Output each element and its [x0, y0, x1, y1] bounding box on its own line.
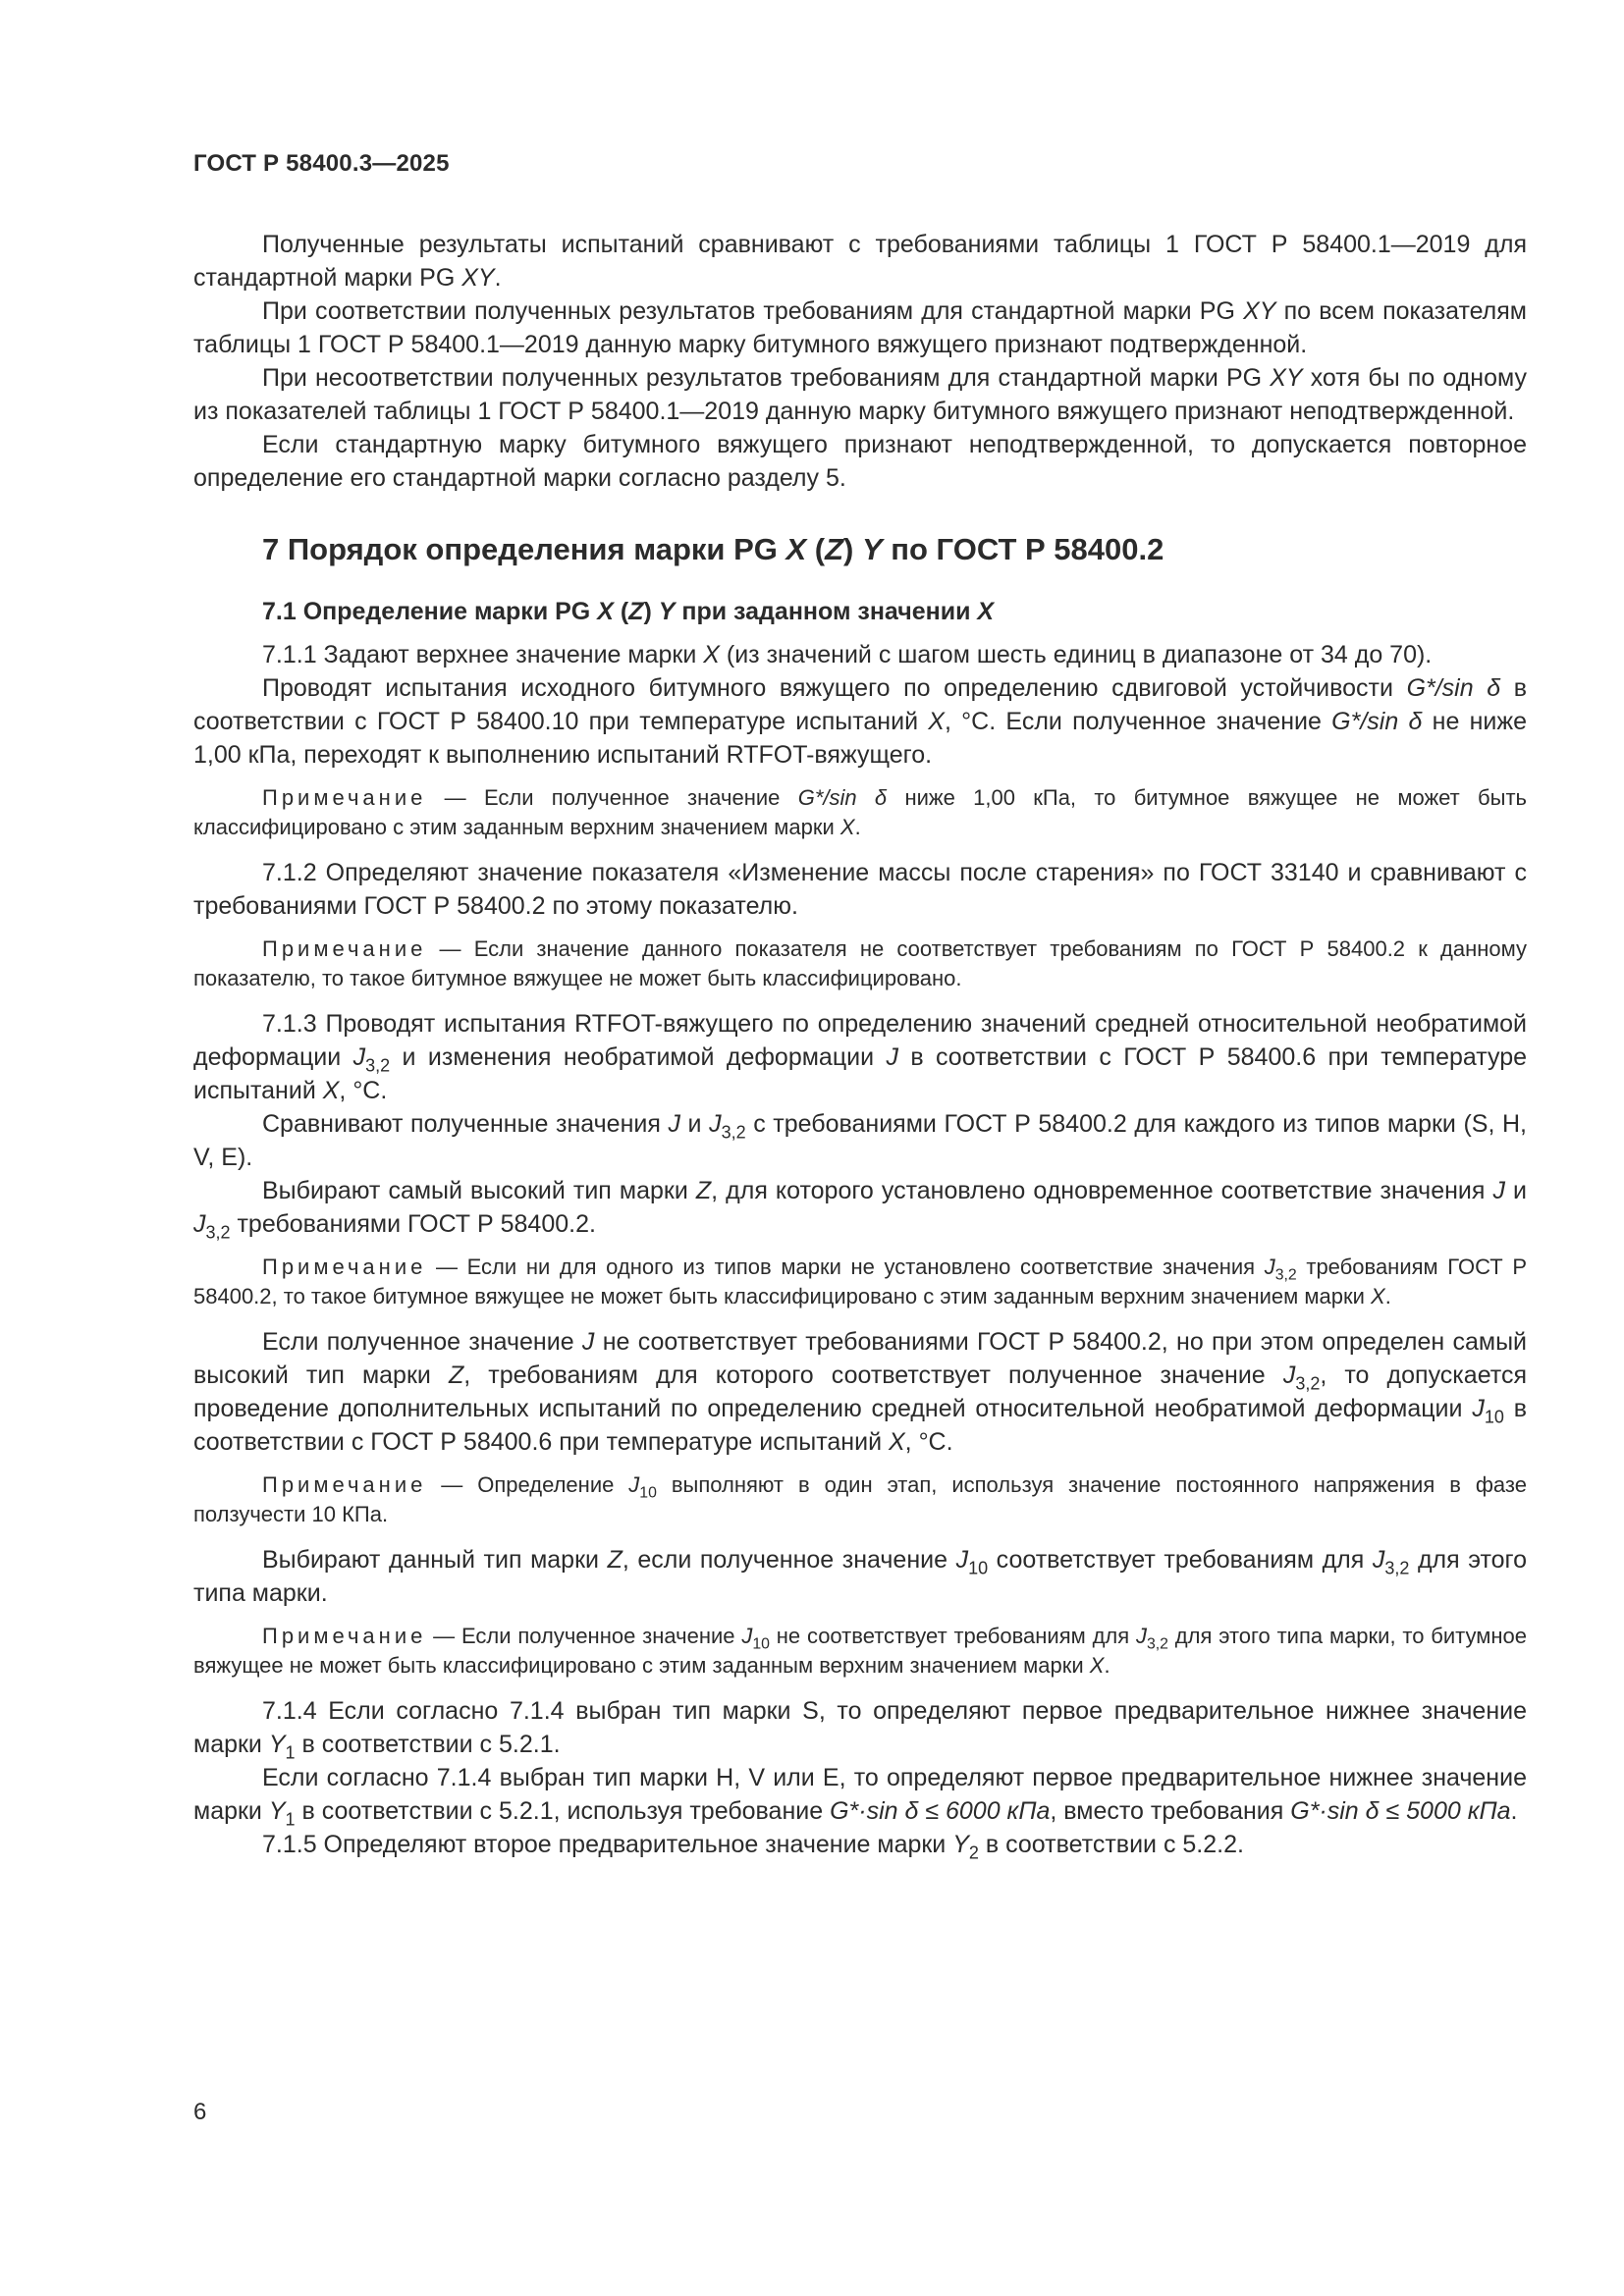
note: Примечание — Если ни для одного из типов марки не установлено соответствие значения $J_{3,2}$ требованиям ГОСТ Р 58400.2, то такое битумное вяжущее не может быть классифицировано с этим заданным верхним значением марки X.: [193, 1255, 1528, 1308]
paragraph: Если согласно 7.1.4 выбран тип марки H, V или E, то определяют первое предварительное нижнее значение марки $Y_1$ в соответствии с 5.2.1, используя требование G*·sin δ ≤ 6000 кПа, вместо требования G*·sin δ ≤ 5000 кПа.: [193, 1764, 1527, 1830]
paragraph: Выбирают самый высокий тип марки Z, для которого установлено одновременное соответствие значения J и $J_{3,2}$ требованиями ГОСТ Р 58400.2.: [193, 1177, 1528, 1243]
clause-7-1-4: 7.1.4 Если согласно 7.1.4 выбран тип марки S, то определяют первое предварительное нижнее значение марки $Y_1$ в соответствии с 5.2.1.: [193, 1697, 1527, 1763]
paragraph: Полученные результаты испытаний сравнивают с требованиями таблицы 1 ГОСТ Р 58400.1—2019 для стандартной марки PG XY.: [193, 231, 1527, 292]
document-header: ГОСТ Р 58400.3—2025: [193, 150, 450, 177]
clause-7-1-1: 7.1.1 Задают верхнее значение марки X (из значений с шагом шесть единиц в диапазоне от 34 до 70).: [262, 641, 1433, 668]
page-content: [193, 228, 1527, 1861]
note: Примечание — Если полученное значение $J_{10}$ не соответствует требованиям для $J_{3,2}$ для этого типа марки, то битумное вяжущее не может быть классифицировано с этим заданным верхним значением марки X.: [193, 1624, 1527, 1678]
paragraph: Выбирают данный тип марки Z, если полученное значение $J_{10}$ соответствует требованиям для $J_{3,2}$ для этого типа марки.: [193, 1546, 1527, 1607]
paragraph: При соответствии полученных результатов требованиям для стандартной марки PG XY по всем показателям таблицы 1 ГОСТ Р 58400.1—2019 данную марку битумного вяжущего признают подтвержденной.: [193, 297, 1527, 358]
clause-7-1-3: 7.1.3 Проводят испытания RTFOT-вяжущего по определению значений средней относительной необратимой деформации $J_{3,2}$ и изменения необратимой деформации J в соответствии с ГОСТ Р 58400.6 при температуре испытаний X, °С.: [193, 1010, 1528, 1104]
page-number: 6: [193, 2099, 207, 2125]
clause-7-1-2: 7.1.2 Определяют значение показателя «Изменение массы после старения» по ГОСТ 33140 и сравнивают с требованиями ГОСТ Р 58400.2 по этому показателю.: [193, 859, 1527, 920]
paragraph: Сравнивают полученные значения J и $J_{3,2}$ с требованиями ГОСТ Р 58400.2 для каждого из типов марки (S, H, V, E).: [193, 1110, 1528, 1171]
paragraph: При несоответствии полученных результатов требованиям для стандартной марки PG XY хотя бы по одному из показателей таблицы 1 ГОСТ Р 58400.1—2019 данную марку битумного вяжущего признают неподтвержденной.: [193, 364, 1527, 425]
note: Примечание — Определение $J_{10}$ выполняют в один этап, используя значение постоянного напряжения в фазе ползучести 10 КПа.: [193, 1472, 1527, 1526]
note: Примечание — Если значение данного показателя не соответствует требованиям по ГОСТ Р 58400.2 к данному показателю, то такое битумное вяжущее не может быть классифицировано.: [193, 936, 1527, 990]
section-heading: 7 Порядок определения марки PG X (Z) Y по ГОСТ Р 58400.2: [262, 532, 1164, 566]
paragraph: Если полученное значение J не соответствует требованиями ГОСТ Р 58400.2, но при этом определен самый высокий тип марки Z, требованиям для которого соответствует полученное значение $J_{3,2}$, то допускается проведение дополнительных испытаний по определению средней относительной необратимой деформации $J_{10}$ в соответствии с ГОСТ Р 58400.6 при температуре испытаний X, °С.: [193, 1328, 1528, 1456]
paragraph: Проводят испытания исходного битумного вяжущего по определению сдвиговой устойчивости G*/sin δ в соответствии с ГОСТ Р 58400.10 при температуре испытаний X, °С. Если полученное значение G*/sin δ не ниже 1,00 кПа, переходят к выполнению испытаний RTFOT-вяжущего.: [193, 674, 1527, 769]
subsection-heading: 7.1 Определение марки PG X (Z) Y при заданном значении X: [262, 598, 995, 625]
paragraph: Если стандартную марку битумного вяжущего признают неподтвержденной, то допускается повторное определение его стандартной марки согласно разделу 5.: [193, 431, 1527, 492]
note: Примечание — Если полученное значение G*/sin δ ниже 1,00 кПа, то битумное вяжущее не может быть классифицировано с этим заданным верхним значением марки X.: [193, 785, 1527, 839]
clause-7-1-5: 7.1.5 Определяют второе предварительное значение марки $Y_2$ в соответствии с 5.2.2.: [262, 1831, 1244, 1863]
